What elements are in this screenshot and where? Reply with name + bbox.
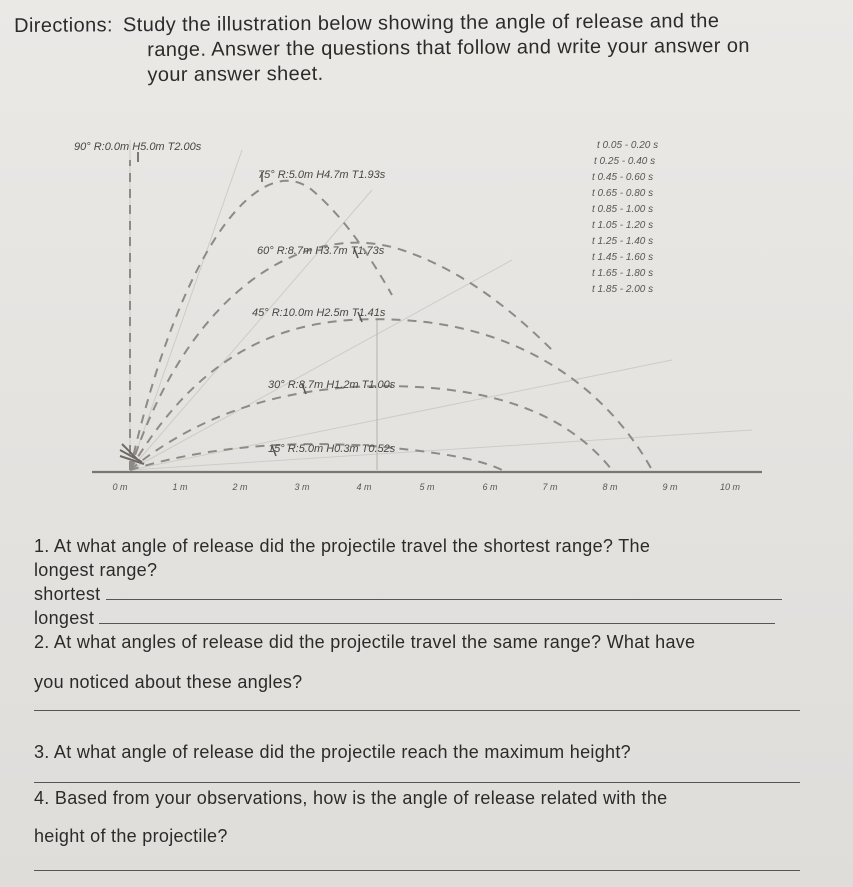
label-60: 60° R:8.7m H3.7m T1.73s	[257, 245, 385, 257]
question-3-answer-line[interactable]	[34, 782, 800, 783]
question-2-answer-line[interactable]	[34, 710, 800, 711]
time-mark-2: t 0.25 - 0.40 s	[594, 156, 656, 167]
question-4-line-2: height of the projectile?	[34, 826, 228, 846]
directions	[14, 8, 835, 89]
question-4-line-1: 4. Based from your observations, how is the angle of release related with the	[34, 788, 668, 808]
trajectory-75	[130, 181, 392, 470]
question-2-line-2: you noticed about these angles?	[34, 672, 303, 692]
time-mark-3: t 0.45 - 0.60 s	[592, 172, 654, 183]
time-mark-7: t 1.25 - 1.40 s	[592, 236, 654, 247]
shortest-label: shortest	[34, 584, 101, 604]
label-75: 75° R:5.0m H4.7m T1.93s	[258, 169, 386, 181]
question-1-line-1: 1. At what angle of release did the projectile travel the shortest range? The	[34, 536, 651, 556]
question-2-line-1: 2. At what angles of release did the projectile travel the same range? What have	[34, 632, 696, 652]
tick-3: 3 m	[294, 482, 310, 492]
tick-5: 5 m	[419, 482, 435, 492]
label-45: 45° R:10.0m H2.5m T1.41s	[252, 307, 386, 319]
tick-7: 7 m	[542, 482, 558, 492]
question-4-answer-line[interactable]	[34, 870, 800, 871]
tick-0: 0 m	[112, 482, 128, 492]
time-mark-9: t 1.65 - 1.80 s	[592, 268, 654, 279]
label-15: 15° R:5.0m H0.3m T0.52s	[268, 443, 396, 455]
label-90: 90° R:0.0m H5.0m T2.00s	[74, 141, 202, 153]
longest-answer-row	[34, 606, 834, 630]
time-mark-1: t 0.05 - 0.20 s	[597, 140, 659, 151]
tick-10: 10 m	[719, 482, 741, 492]
question-1-line-2: longest range?	[34, 560, 158, 580]
shortest-answer-blank[interactable]	[106, 585, 782, 600]
tick-9: 9 m	[662, 482, 678, 492]
time-mark-6: t 1.05 - 1.20 s	[592, 220, 654, 231]
directions-line-3: your answer sheet.	[147, 62, 324, 87]
directions-label: Directions:	[14, 14, 114, 37]
time-mark-5: t 0.85 - 1.00 s	[592, 204, 654, 215]
projectile-illustration	[72, 130, 772, 510]
tick-6: 6 m	[482, 482, 498, 492]
trajectory-60	[130, 243, 552, 470]
question-3: 3. At what angle of release did the projectile reach the maximum height?	[34, 742, 631, 762]
tick-1: 1 m	[172, 482, 188, 492]
time-mark-4: t 0.65 - 0.80 s	[592, 188, 654, 199]
shortest-answer-row	[34, 582, 834, 606]
tick-2: 2 m	[232, 482, 248, 492]
directions-line-1: Study the illustration below showing the angle of release and the	[122, 10, 720, 37]
directions-line-2: range. Answer the questions that follow and write your answer on	[147, 34, 750, 62]
longest-answer-blank[interactable]	[99, 609, 775, 624]
label-30: 30° R:8.7m H1.2m T1.00s	[268, 379, 396, 391]
tick-4: 4 m	[356, 482, 372, 492]
time-mark-10: t 1.85 - 2.00 s	[592, 284, 654, 295]
tick-8: 8 m	[602, 482, 618, 492]
time-mark-8: t 1.45 - 1.60 s	[592, 252, 654, 263]
trajectory-30	[130, 386, 612, 470]
longest-label: longest	[34, 608, 95, 628]
